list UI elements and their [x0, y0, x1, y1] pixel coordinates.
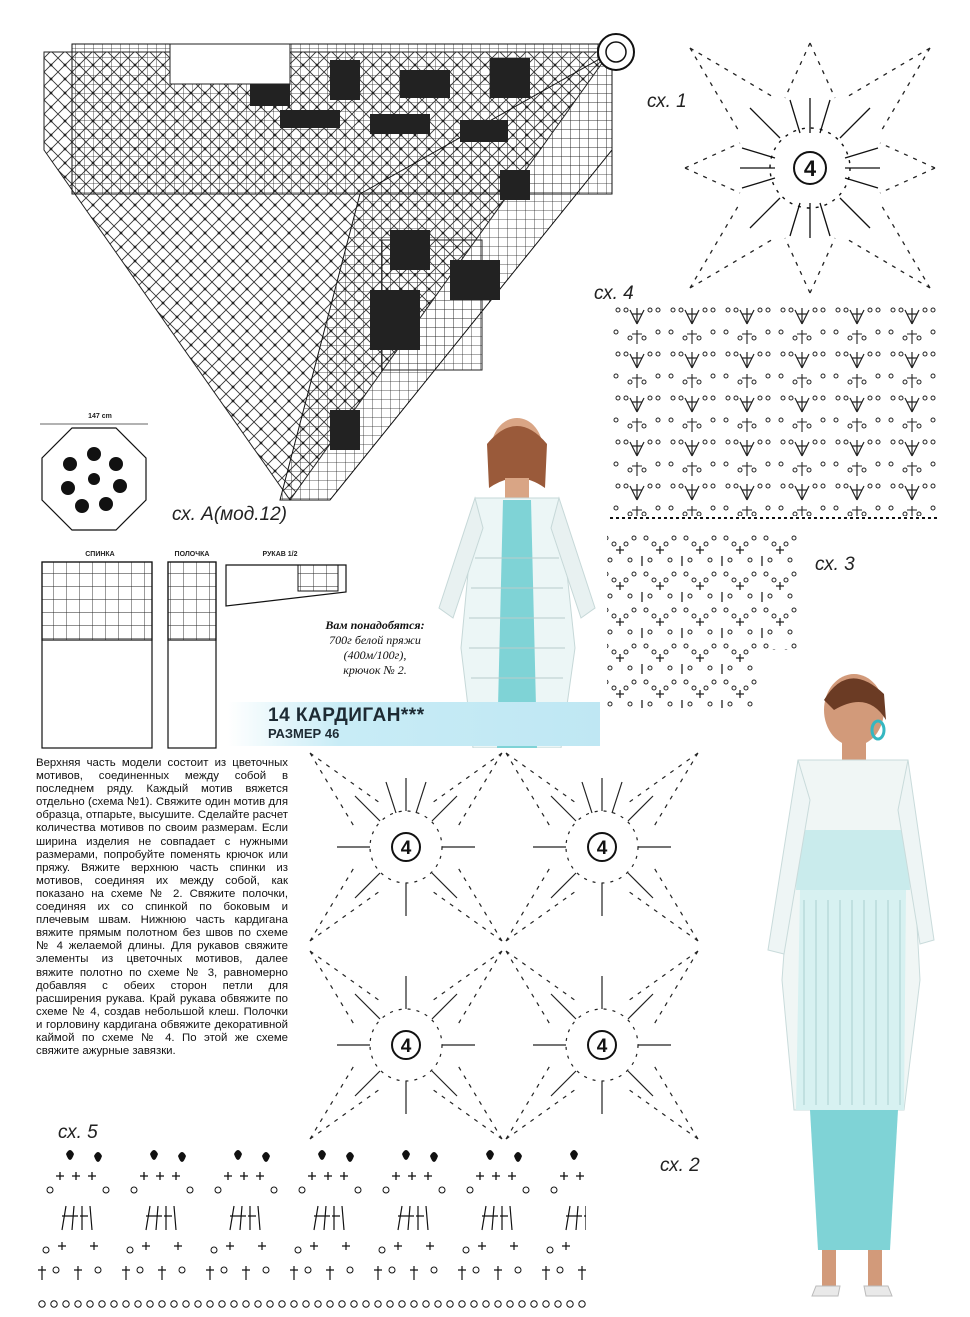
- materials-heading: Вам понадобятся:: [325, 618, 425, 632]
- scheme-a-label: сх. А(мод.12): [172, 504, 287, 525]
- scheme-2-label: сх. 2: [660, 1155, 700, 1176]
- scheme-1-motif: [680, 38, 940, 298]
- scheme-5-label: сх. 5: [58, 1122, 98, 1143]
- materials-block: [310, 618, 440, 678]
- octagon-width-label: 147 cm: [88, 413, 112, 420]
- scheme-4-label: сх. 4: [594, 283, 634, 304]
- materials-hook: крючок № 2.: [343, 663, 407, 677]
- materials-yarn: 700г белой пряжи: [329, 633, 421, 647]
- back-piece-label: СПИНКА: [85, 551, 115, 558]
- scheme-2-center-4: 4: [596, 1036, 608, 1057]
- scheme-3-label: сх. 3: [815, 554, 855, 575]
- scheme-1-label: сх. 1: [647, 91, 687, 112]
- model-photo-back: [758, 650, 948, 1310]
- scheme-1-center-number: 4: [803, 156, 817, 181]
- model-photo-front: [425, 408, 607, 748]
- materials-yarn-detail: (400м/100г),: [343, 648, 407, 662]
- model-size: РАЗМЕР 46: [268, 726, 340, 741]
- sleeve-piece-label: РУКАВ 1/2: [262, 551, 298, 558]
- scheme-5-edging-chart: [36, 1146, 586, 1312]
- front-piece-label: ПОЛОЧКА: [174, 551, 210, 558]
- scheme-2-center-1: 4: [400, 838, 412, 859]
- scheme-2-joined-motifs: [300, 748, 708, 1146]
- scheme-2-center-2: 4: [596, 838, 608, 859]
- model-title: 14 КАРДИГАН***: [268, 705, 425, 726]
- scheme-4-chart: [610, 304, 940, 522]
- description-text: Верхняя часть модели состоит из цветочных мотивов, соединенных между собой в последнем ряду. Каждый мотив вяжется отдельно (схема №1). Свяжите один мотив для образца, отпарьте, высушите. Сделайте расчет количества мотивов по своим размерам. Если ширина изделия не совпадает с нужными размерами, попробуйте поменять крючок или пряжу. Вяжите верхнюю часть спинки из мотивов, соединяя их между собой, как показано на схеме № 2. Свяжите полочки, соединяя их со спинкой по боковым и плечевым швам. Нижнюю часть кардигана вяжите прямым полотном без швов по схеме № 4 желаемой длины. Для рукавов свяжите элементы из цветочных мотивов, далее вяжите полотно по схеме № 3, равномерно добавляя с обеих сторон петли для расширения рукава. Край рукава обвяжите по схеме № 4, создав небольшой клеш. Полочки и горловину кардигана обвяжите декоративной каймой по схеме № 4. По этой же схеме свяжите ажурные завязки.: [36, 757, 288, 1058]
- scheme-2-center-3: 4: [400, 1036, 412, 1057]
- octagon-layout-diagram: [38, 422, 150, 534]
